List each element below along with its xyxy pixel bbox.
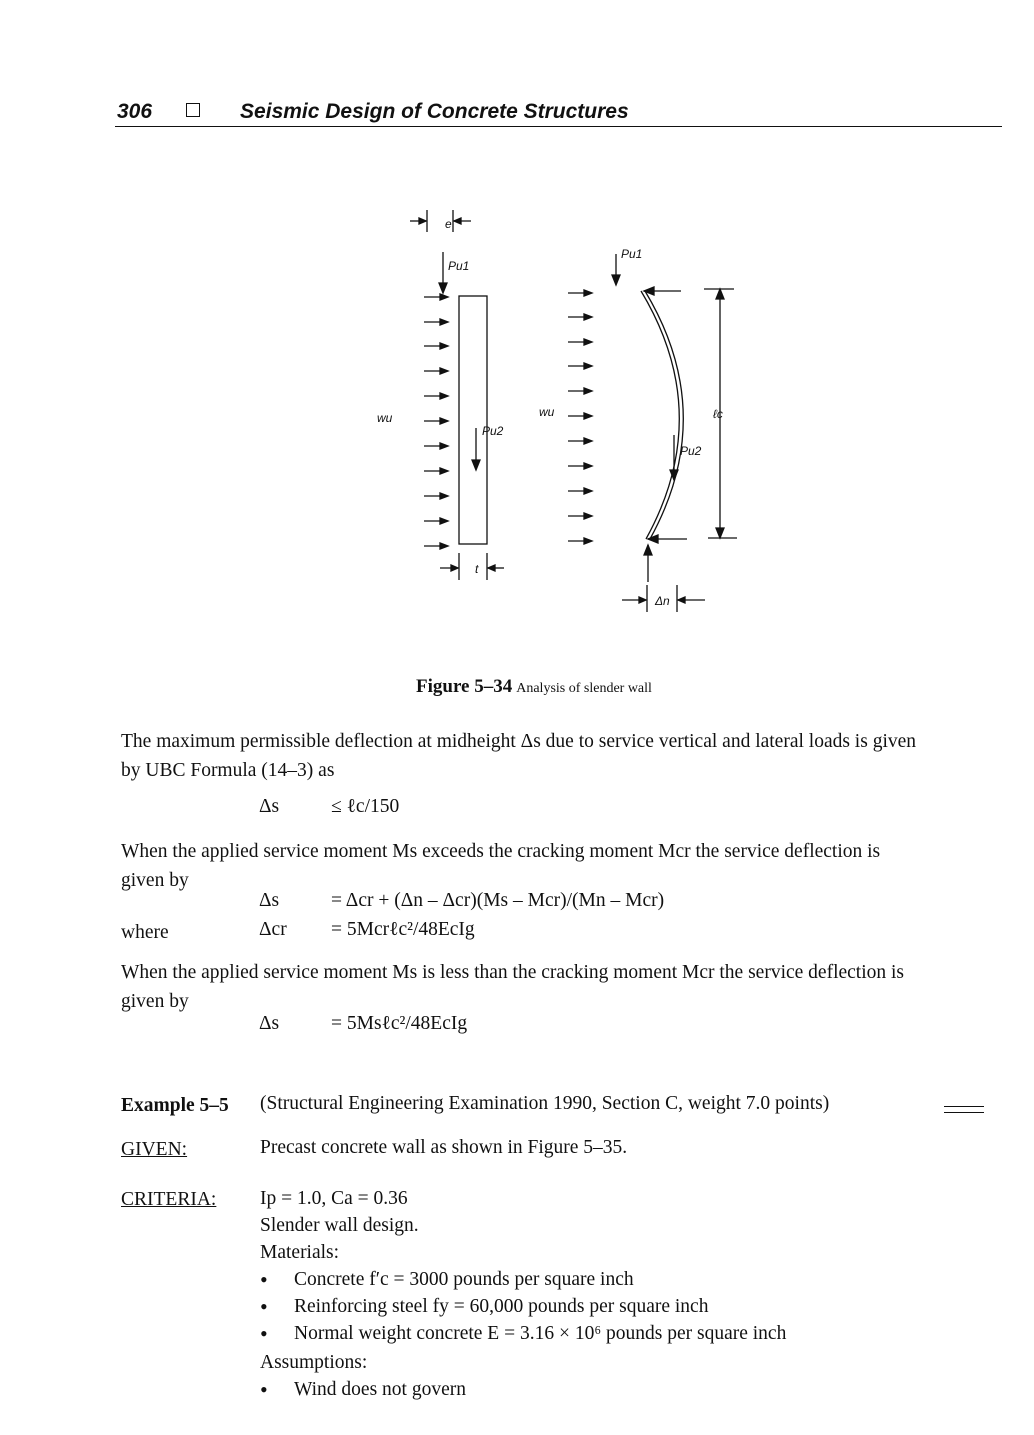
- figure-caption-text: Analysis of slender wall: [516, 681, 652, 696]
- equation-2-lhs: Δs: [259, 890, 280, 911]
- equation-3-rhs: = 5Mcrℓc²/48EcIg: [331, 919, 475, 940]
- example-source: (Structural Engineering Examination 1990, Section C, weight 7.0 points): [260, 1093, 830, 1114]
- slender-wall-figure: [0, 0, 1034, 660]
- equation-3-lhs: Δcr: [259, 919, 287, 940]
- book-title: Seismic Design of Concrete Structures: [240, 100, 629, 123]
- assumption-item: • Wind does not govern: [294, 1379, 466, 1401]
- paragraph-3-line-1: When the applied service moment Ms is less than the cracking moment Mcr the service deflection is: [121, 962, 905, 983]
- wu-right-label: wu: [539, 405, 555, 419]
- material-item: • Normal weight concrete E = 3.16 × 10⁶ pounds per square inch: [294, 1323, 786, 1345]
- equation-2-rhs: = Δcr + (Δn – Δcr)(Ms – Mcr)/(Mn – Mcr): [331, 890, 665, 911]
- delta-n-label: Δn: [655, 594, 670, 608]
- criteria-label: CRITERIA:: [121, 1189, 217, 1210]
- pu1-left-label: Pu1: [448, 259, 470, 273]
- pu2-left-label: Pu2: [482, 424, 504, 438]
- example-title: Example 5–5: [121, 1095, 229, 1116]
- equation-1-lhs: Δs: [259, 796, 280, 817]
- paragraph-2-line-2: given by: [121, 870, 189, 891]
- material-item: • Reinforcing steel fy = 60,000 pounds per square inch: [294, 1296, 708, 1318]
- figure-caption: [416, 676, 652, 698]
- equation-4-lhs: Δs: [259, 1013, 280, 1034]
- pu2-right-label: Pu2: [680, 444, 702, 458]
- example-end-rule: [944, 1106, 984, 1113]
- assumptions-label: Assumptions:: [260, 1352, 368, 1373]
- pu1-right-label: Pu1: [621, 247, 643, 261]
- criteria-line-1: Ip = 1.0, Ca = 0.36: [260, 1188, 408, 1209]
- equation-4-rhs: = 5Msℓc²/48EcIg: [331, 1013, 468, 1034]
- given-label: GIVEN:: [121, 1139, 188, 1160]
- equation-1-rhs: ≤ ℓc/150: [331, 796, 400, 817]
- paragraph-1-line-2: by UBC Formula (14–3) as: [121, 760, 335, 781]
- eccentricity-label: e: [445, 217, 452, 231]
- wu-left-label: wu: [377, 411, 393, 425]
- paragraph-2-line-1: When the applied service moment Ms exceeds the cracking moment Mcr the service deflection is: [121, 841, 881, 862]
- page-number: 306: [117, 100, 153, 123]
- figure-number: Figure 5–34: [416, 676, 513, 697]
- thickness-label: t: [475, 562, 479, 576]
- paragraph-1-line-1: The maximum permissible deflection at midheight Δs due to service vertical and lateral loads is given: [121, 731, 917, 752]
- paragraph-3-line-2: given by: [121, 991, 189, 1012]
- material-item: • Concrete f′c = 3000 pounds per square inch: [294, 1269, 634, 1291]
- where-label: where: [121, 922, 169, 943]
- criteria-line-2: Slender wall design.: [260, 1215, 419, 1236]
- lc-label: ℓc: [713, 407, 723, 421]
- given-text: Precast concrete wall as shown in Figure 5–35.: [260, 1137, 628, 1158]
- materials-label: Materials:: [260, 1242, 340, 1263]
